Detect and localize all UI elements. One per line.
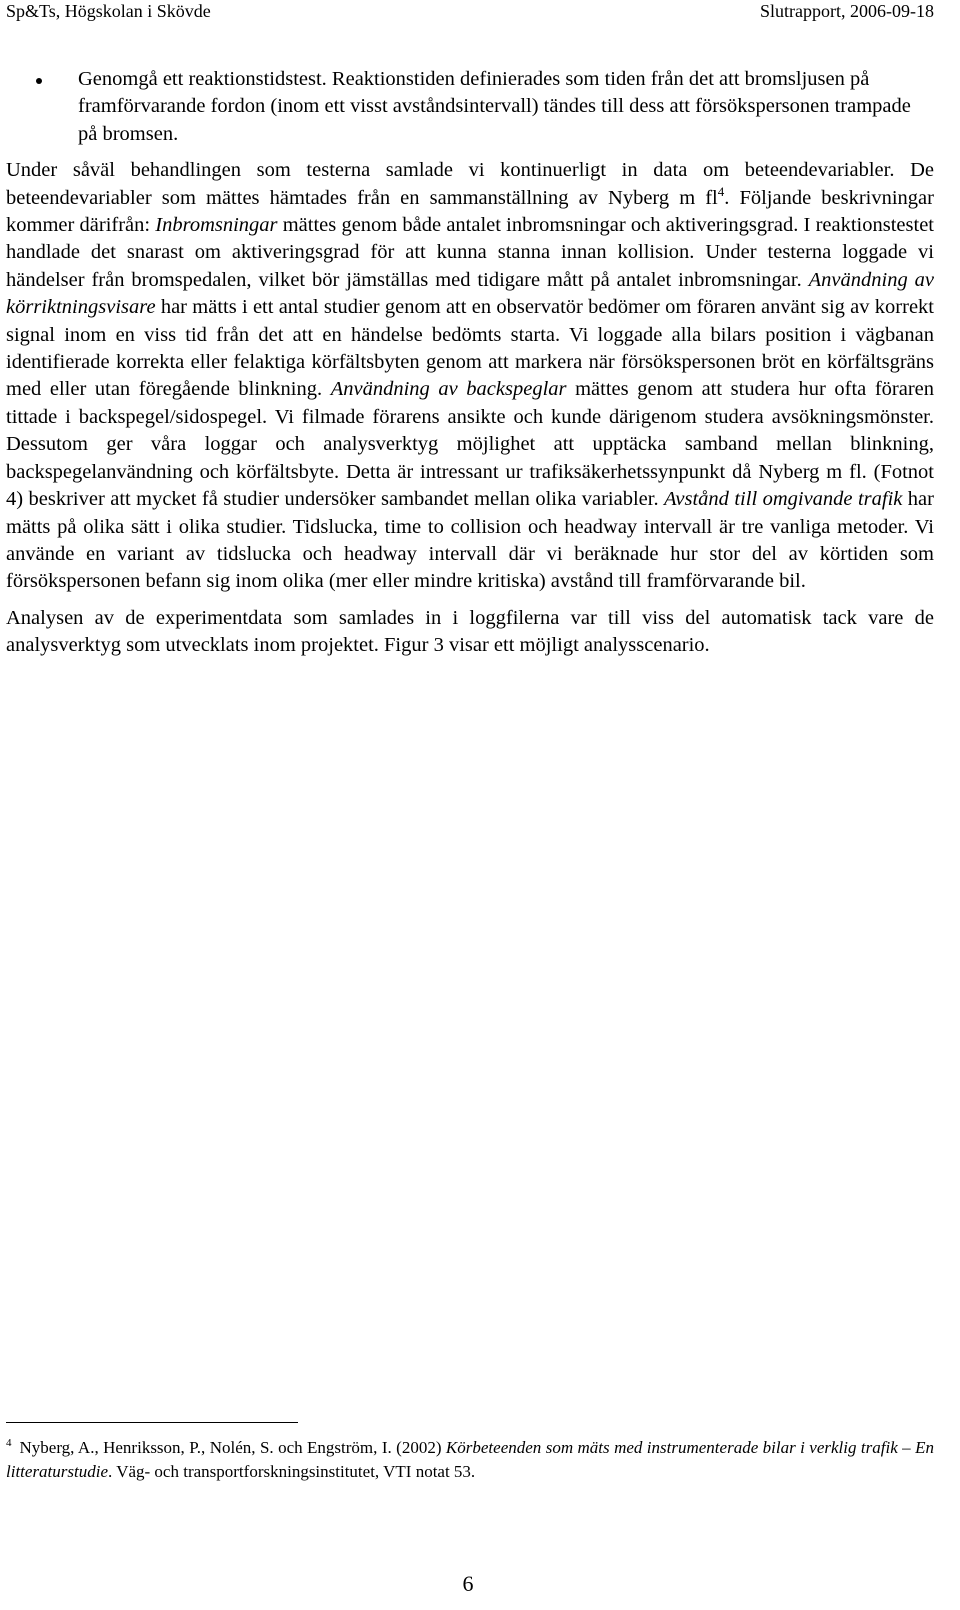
footnote-number: 4 (6, 1437, 12, 1450)
header-report-date: Slutrapport, 2006-09-18 (760, 1, 934, 21)
italic-term: Avstånd till omgivande trafik (664, 488, 903, 511)
page-header (6, 0, 934, 26)
bullet-text: Genomgå ett reaktionstidstest. Reaktionstiden definierades som tiden från det att bromsljusen på framförvarande fordon (inom ett visst avståndsintervall) tändes till dess att försökspersonen trampade på bromsen. (78, 68, 911, 145)
paragraph-segment: har mätts på olika sätt i olika studier. Tidslucka, time to collision och headway intervall är tre vanliga metoder. Vi använde en variant av tidslucka och headway intervall där vi beräknade hur stor del av körtiden som försökspersonen befann sig inom olika (mer eller mindre kritiska) avstånd till framförvarande bil. (6, 488, 934, 593)
italic-term: Användning av backspeglar (330, 378, 567, 401)
footnote (6, 1436, 934, 1484)
header-institution: Sp&Ts, Högskolan i Skövde (6, 1, 211, 21)
footnote-title: Körbeteenden som mäts med instrumenterade bilar i verklig trafik – En litteraturstudie (6, 1438, 934, 1481)
body-text (6, 66, 934, 660)
italic-term: Användning av körriktningsvisare (6, 268, 934, 319)
page-number: 6 (462, 1571, 474, 1596)
list-item (6, 66, 934, 148)
footnote-publisher: . Väg- och transportforskningsinstitutet, VTI notat 53. (108, 1462, 476, 1481)
paragraph-segment: mättes genom att studera hur ofta föraren tittade i backspegel/sidospegel. Vi filmade förarens ansikte och kunde därigenom studera avsökningsmönster. Dessutom ger våra loggar och analysverktyg möjlighet att upptäcka samband mellan blinkning, backspegelanvändning och körfältsbyte. Detta är intressant ur trafiksäkerhetssynpunkt då Nyberg m fl. (Fotnot 4) beskriver att mycket få studier undersöker sambandet mellan olika variabler. (6, 378, 935, 511)
footnote-authors: Nyberg, A., Henriksson, P., Nolén, S. och Engström, I. (2002) (19, 1438, 446, 1457)
footnote-divider (6, 1422, 298, 1423)
paragraph-segment: Under såväl behandlingen som testerna samlade vi kontinuerligt in data om beteendevariabler. De beteendevariabler som mättes hämtades från en sammanställning av Nyberg m fl (6, 159, 934, 209)
paragraph-analysis: Analysen av de experimentdata som samlades in i loggfilerna var till viss del automatisk tack vare de analysverktyg som utvecklats inom projektet. Figur 3 visar ett möjligt analysscenario. (6, 606, 934, 657)
paragraph-behaviour-variables (6, 157, 934, 596)
footnote-reference: 4 (717, 183, 725, 199)
italic-term: Inbromsningar (155, 214, 278, 237)
paragraph-segment: . Följande beskrivningar kommer därifrån: (6, 186, 934, 237)
paragraph-segment: mättes genom både antalet inbromsningar och aktiveringsgrad. I reaktionstestet handlade det snarast om aktiveringsgrad för att kunna stanna innan kollision. Under testerna loggade vi händelser från bromspedalen, vilket bör jämställas med tidigare mått på antalet inbromsningar. (6, 214, 934, 291)
bullet-icon (36, 78, 42, 84)
paragraph-segment: har mätts i ett antal studier genom att en observatör bedömer om föraren använt sig av korrekt signal inom en viss tid från det att en händelse bedömts starta. Vi loggade alla bilars position i vägbanan identifierade korrekta eller felaktiga körfältsbyten genom att markera när försökspersonen bröt en körfältsgräns med eller utan föregående blinkning. (6, 296, 934, 401)
